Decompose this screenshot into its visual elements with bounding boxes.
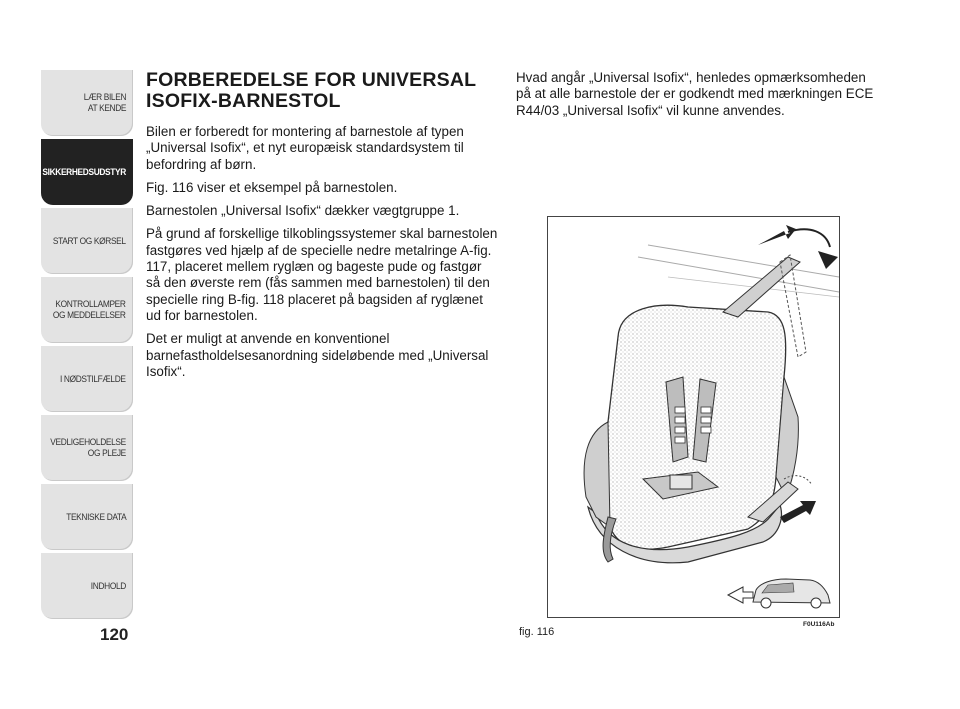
- section-title: FORBEREDELSE FOR UNIVERSAL ISOFIX-BARNESTOL: [146, 69, 476, 112]
- tab-kontrollamper[interactable]: [41, 277, 133, 343]
- paragraph: Hvad angår „Universal Isofix“, henledes opmærksomheden på at alle barnestole der er godkendt med mærkningen ECE R44/03 „Universal Isofix“ vil kunne anvendes.: [516, 70, 874, 118]
- tab-start-og-korsel[interactable]: [41, 208, 133, 274]
- paragraph: Bilen er forberedt for montering af barnestole af typen „Universal Isofix“, et nyt europæisk standardsystem til befordring af børn.: [146, 124, 464, 172]
- tab-label: SIKKERHEDSUDSTYR: [42, 166, 126, 178]
- paragraph: Fig. 116 viser et eksempel på barnestolen.: [146, 179, 398, 195]
- tab-label: START OG KØRSEL: [53, 235, 126, 247]
- figure-caption: fig. 116: [519, 626, 555, 638]
- paragraph: Barnestolen „Universal Isofix“ dækker vægtgruppe 1.: [146, 203, 460, 219]
- direction-arrow-icon: [728, 587, 753, 603]
- tab-laer-bilen-at-kende[interactable]: [41, 70, 133, 136]
- figure-116-child-seat: [547, 216, 840, 618]
- paragraph: Det er muligt at anvende en konventionel barnefastholdelsesanordning sideløbende med „Universal Isofix“.: [146, 331, 489, 379]
- page-number: 120: [100, 625, 129, 644]
- tab-tekniske-data[interactable]: [41, 484, 133, 550]
- tab-label: I NØDSTILFÆLDE: [60, 373, 126, 385]
- tab-label: LÆR BILEN AT KENDE: [83, 92, 126, 114]
- tab-label: KONTROLLAMPER OG MEDDELELSER: [53, 299, 126, 321]
- tab-label: INDHOLD: [90, 580, 126, 592]
- tab-vedligeholdelse[interactable]: [41, 415, 133, 481]
- tab-label: TEKNISKE DATA: [65, 511, 126, 523]
- figure-code: F0U116Ab: [803, 621, 835, 628]
- chapter-tabs: [41, 70, 133, 622]
- main-column: [146, 70, 498, 387]
- tab-indhold[interactable]: [41, 553, 133, 619]
- tab-sikkerhedsudstyr[interactable]: [41, 139, 133, 205]
- child-seat-illustration: [548, 217, 839, 617]
- paragraph: På grund af forskellige tilkoblingssystemer skal barnestolen fastgøres ved hjælp af de specielle nedre metalringe A-fig. 117, placeret mellem ryglæn og bageste pude og fastgør så den øverste rem (fås sammen med barnestolen) til den specielle ring B-fig. 118 placeret på bagsiden af ryglænet ud for barnestolen.: [146, 226, 498, 323]
- tab-i-nodstilfaelde[interactable]: [41, 346, 133, 412]
- tab-label: VEDLIGEHOLDELSE OG PLEJE: [50, 437, 126, 459]
- car-icon: [753, 579, 830, 608]
- right-column: [516, 70, 876, 119]
